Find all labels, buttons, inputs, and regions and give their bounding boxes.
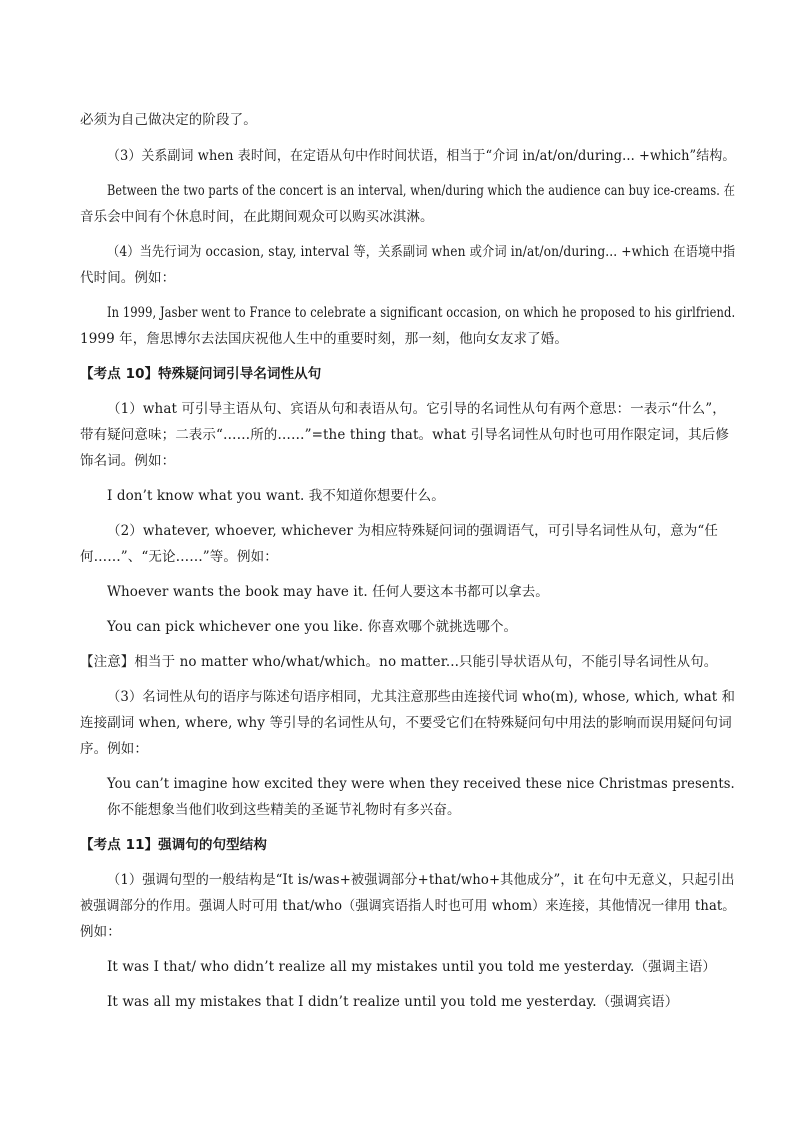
text-line: （1）强调句型的一般结构是“It is/was+被强调部分+that/who+其他成分”，it 在句中无意义，只起引出 <box>107 872 735 888</box>
text-line: 带有疑问意味；二表示“……所的……”=the thing that。what 引导名词性从句时也可用作限定词，其后修 <box>80 427 729 443</box>
text-line: 代时间。例如： <box>80 270 176 286</box>
text-line: 你不能想象当他们收到这些精美的圣诞节礼物时有多兴奋。 <box>107 802 461 818</box>
text-line: （2）whatever, whoever, whichever 为相应特殊疑问词的强调语气，可引导名词性从句，意为“任 <box>107 523 718 539</box>
text-line: 例如： <box>80 924 121 940</box>
text-line: It was I that/ who didn’t realize all my mistakes until you told me yesterday.（强调主语） <box>107 959 717 975</box>
text-line: 何……”、“无论……”等。例如： <box>80 549 278 565</box>
text-line: 连接副词 when, where, why 等引导的名词性从句，不要受它们在特殊疑问句中用法的影响而误用疑问句词 <box>80 715 732 731</box>
text-line: 被强调部分的作用。强调人时可用 that/who（强调宾语指人时也可用 whom）来连接，其他情况一律用 that。 <box>80 898 736 914</box>
text-line: 1999 年，詹思博尔去法国庆祝他人生中的重要时刻，那一刻，他向女友求了婚。 <box>80 331 568 347</box>
text-line: 音乐会中间有个休息时间，在此期间观众可以购买冰淇淋。 <box>80 209 434 225</box>
text-line: （1）what 可引导主语从句、宾语从句和表语从句。它引导的名词性从句有两个意思：一表示“什么”， <box>107 401 726 417</box>
text-line: In 1999, Jasber went to France to celebrate a significant occasion, on which he proposed to his girlfriend. <box>107 305 736 321</box>
text-line: （3）关系副词 when 表时间，在定语从句中作时间状语，相当于“介词 in/at/on/during... +which”结构。 <box>107 148 736 164</box>
section-heading-11: 【考点 11】强调句的句型结构 <box>80 837 267 853</box>
text-line: （4）当先行词为 occasion, stay, interval 等，关系副词 when 或介词 in/at/on/during... +which 在语境中指 <box>107 244 736 260</box>
note-line: 【注意】相当于 no matter who/what/which。no matter...只能引导状语从句，不能引导名词性从句。 <box>80 654 718 670</box>
section-heading-10: 【考点 10】特殊疑问词引导名词性从句 <box>80 366 322 382</box>
text-line: It was all my mistakes that I didn’t realize until you told me yesterday.（强调宾语） <box>107 994 679 1010</box>
text-line: （3）名词性从句的语序与陈述句语序相同，尤其注意那些由连接代词 who(m), whose, which, what 和 <box>107 689 736 705</box>
text-line: Whoever wants the book may have it. 任何人要这本书都可以拿去。 <box>107 584 549 600</box>
text-line: Between the two parts of the concert is an interval, when/during which the audience can buy ice-creams. 在 <box>107 183 735 199</box>
text-line: 必须为自己做决定的阶段了。 <box>80 112 257 128</box>
text-line: You can pick whichever one you like. 你喜欢哪个就挑选哪个。 <box>107 619 518 635</box>
text-line: 饰名词。例如： <box>80 453 176 469</box>
text-line: You can’t imagine how excited they were when they received these nice Christmas presents. <box>107 776 735 792</box>
text-line: 序。例如： <box>80 741 148 757</box>
text-line: I don’t know what you want. 我不知道你想要什么。 <box>107 488 445 504</box>
